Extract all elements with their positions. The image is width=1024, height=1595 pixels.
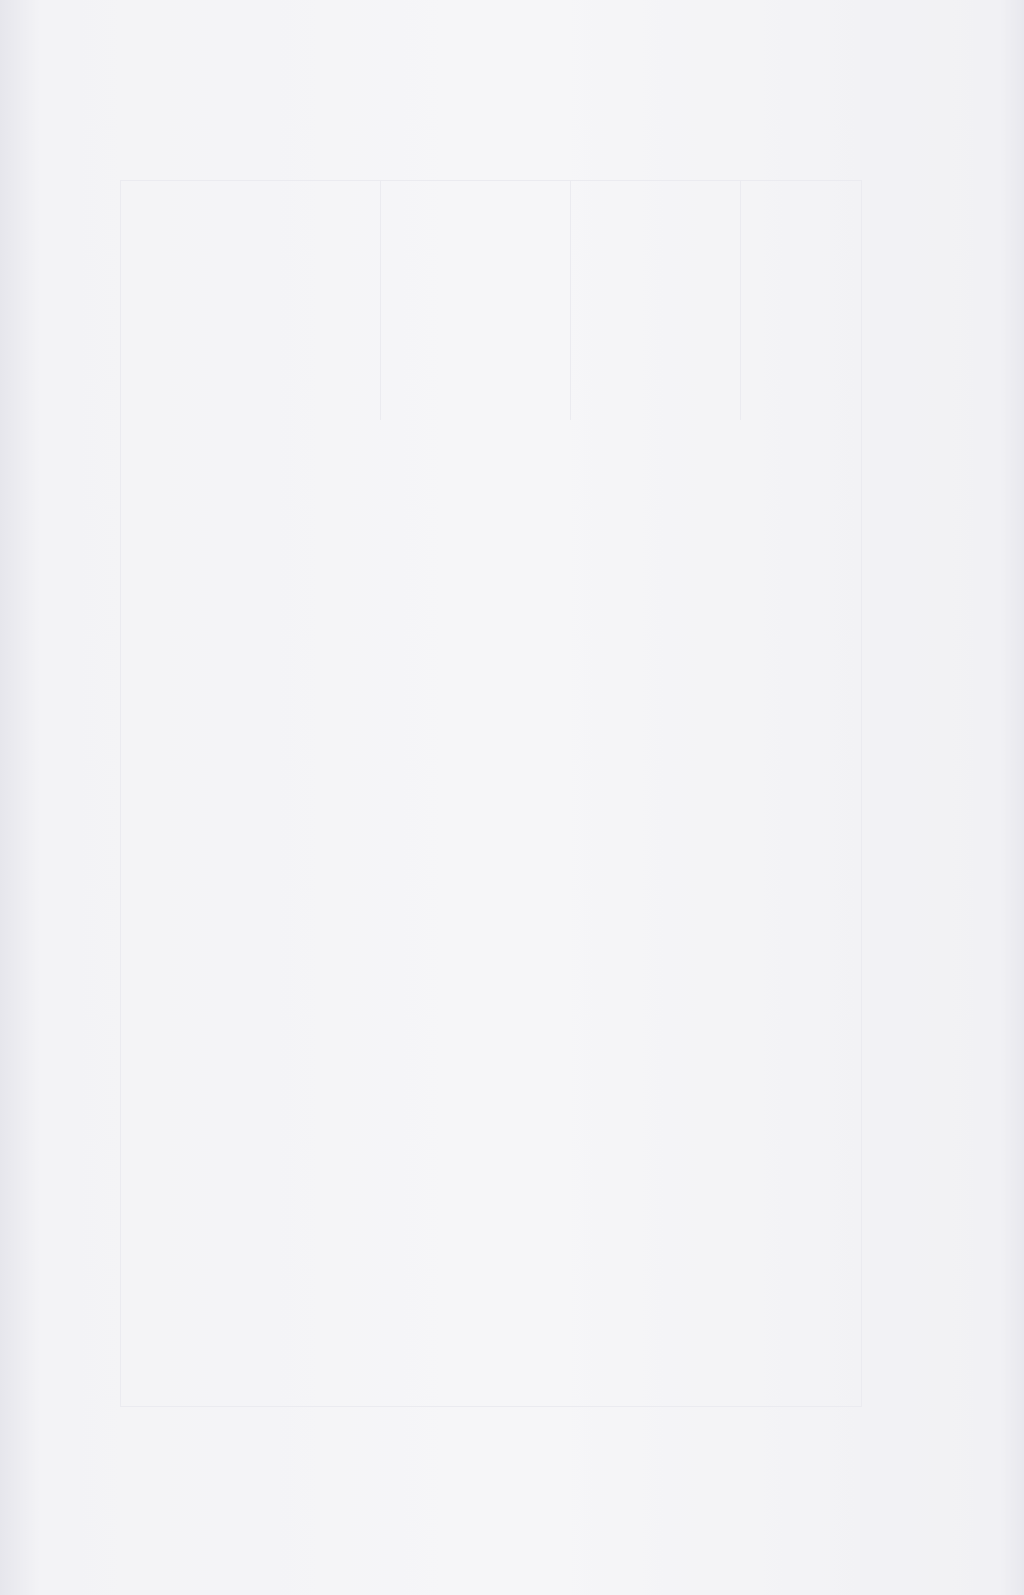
ghost-form-column (740, 180, 741, 420)
ghost-form-table (120, 180, 862, 1407)
ghost-form-column (380, 180, 381, 420)
ghost-form-column (570, 180, 571, 420)
